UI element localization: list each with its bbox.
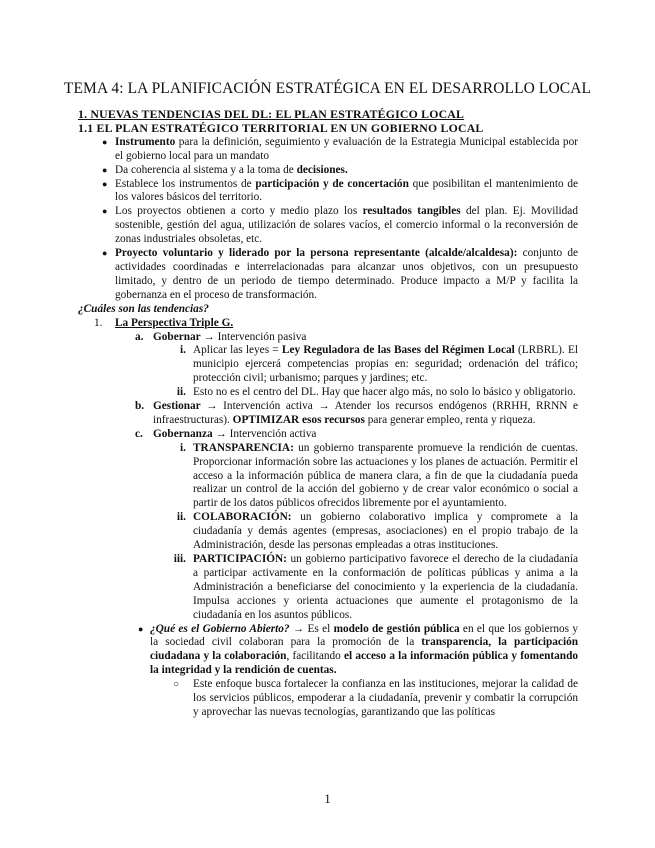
bullet-instrumentos-participacion: ● Establece los instrumentos de participación y de concertación que posibilitan el mantenimiento de los valores básicos del territorio. [102,177,578,204]
bullet-coherencia: ● Da coherencia al sistema y a la toma de decisiones. [102,163,348,176]
bullet-proyectos: ● Los proyectos obtienen a corto y medio plazo los resultados tangibles del plan. Ej. Movilidad sostenible, gestión del agua, utilización de solares vacíos, el comercio informal o la reconversión de zonas industriales obsoletas, etc. [102,205,578,246]
alpha-item-gobernanza: c. Gobernanza → Intervención activa [135,427,317,440]
bullet-marker: ● [102,164,108,175]
roman-item-no-centro: ii. Esto no es el centro del DL. Hay que hacer algo más, no solo lo básico y obligatorio. [78,386,578,400]
document-body [78,108,578,720]
bullet-proyecto-voluntario: ● Proyecto voluntario y liderado por la persona representante (alcalde/alcaldesa): conjunto de actividades coordinadas e interrelacionadas para alcanzar unos objetivos, con un presupuesto limitado, y dentro de un periodo de tiempo determinado. Produce impacto a M/P y facilita la gobernanza en el proceso de transformación. [102,247,578,301]
roman-marker: i. [180,344,186,357]
roman-item-colaboracion: ii. COLABORACIÓN: un gobierno colaborativo implica y compromete a la ciudadanía y demás agentes (empresas, asociaciones) en el propio trabajo de la Administración, desde las personas empleadas a otras instituciones. [78,511,578,553]
roman-item-participacion: iii. PARTICIPACIÓN: un gobierno participativo favorece el derecho de la ciudadanía a participar activamente en la conformación de políticas públicas y anima a la Administración a beneficiarse del conocimiento y la experiencia de la ciudadanía. Impulsa acciones y orienta actuaciones que aumente el protagonismo de la ciudadanía en los asuntos públicos. [78,553,578,623]
circle-marker: ○ [173,679,180,691]
roman-item-aplicar-leyes: i. Aplicar las leyes = Ley Reguladora de las Bases del Régimen Local (LRBRL). El municipio ejercerá competencias propias en: seguridad; ordenación del tráfico; protección civil; urbanismo; parques y jardines; etc. [78,344,578,386]
roman-marker: ii. [176,511,186,524]
alpha-item-gobernar: a. Gobernar → Intervención pasiva [135,330,307,343]
numbered-item-triple-g: 1. La Perspectiva Triple G. [94,316,234,329]
roman-marker: iii. [173,553,186,565]
number-marker: 1. [94,316,103,329]
alpha-marker: c. [135,427,143,440]
bullet-marker: ● [138,623,144,634]
bullet-marker: ● [102,206,108,217]
roman-item-transparencia: i. TRANSPARENCIA: un gobierno transparente promueve la rendición de cuentas. Proporcionar información sobre las actuaciones y los planes de actuación. Permitir el acceso a la información pública de manera clara, a fin de que la ciudadanía pueda realizar un control de la acción del gobierno y de crear valor económico o social a partir de los datos públicos ofrecidos libremente por el ayuntamiento. [78,442,578,512]
roman-marker: i. [180,441,186,454]
alpha-marker: a. [135,330,144,343]
bullet-marker: ● [102,178,108,189]
section-heading: 1. NUEVAS TENDENCIAS DEL DL: EL PLAN ESTRATÉGICO LOCAL [78,107,465,121]
alpha-marker: b. [135,400,145,413]
bullet-marker: ● [102,136,108,147]
question-tendencias: ¿Cuáles son las tendencias? [78,302,209,315]
bullet-marker: ● [102,248,108,259]
page-number: 1 [324,791,331,806]
roman-marker: ii. [176,386,186,399]
bullet-gobierno-abierto: ● ¿Qué es el Gobierno Abierto? → Es el modelo de gestión pública en el que los gobiernos y la sociedad civil colaboran para la promoción de la transparencia, la participación ciudadana y la colaboración, facilitando el acceso a la información pública y fomentando la integridad y la rendición de cuentas. [138,622,579,677]
bullet-instrumento: ● Instrumento para la definición, seguimiento y evaluación de la Estrategia Municipal establecida por el gobierno local para un mandato [102,135,578,162]
subbullet-enfoque: ○ Este enfoque busca fortalecer la confianza en las instituciones, mejorar la calidad de los servicios públicos, empoderar a la ciudadanía, prevenir y combatir la corrupción y aprovechar las nuevas tecnologías, garantizando que las políticas [173,678,578,718]
page-title: TEMA 4: LA PLANIFICACIÓN ESTRATÉGICA EN EL DESARROLLO LOCAL [63,80,592,97]
subsection-heading: 1.1 EL PLAN ESTRATÉGICO TERRITORIAL EN UN GOBIERNO LOCAL [78,120,484,135]
alpha-item-gestionar: b. Gestionar → Intervención activa → Atender los recursos endógenos (RRHH, RRNN e infraestructuras). OPTIMIZAR esos recursos para generar empleo, renta y riqueza. [135,400,578,426]
